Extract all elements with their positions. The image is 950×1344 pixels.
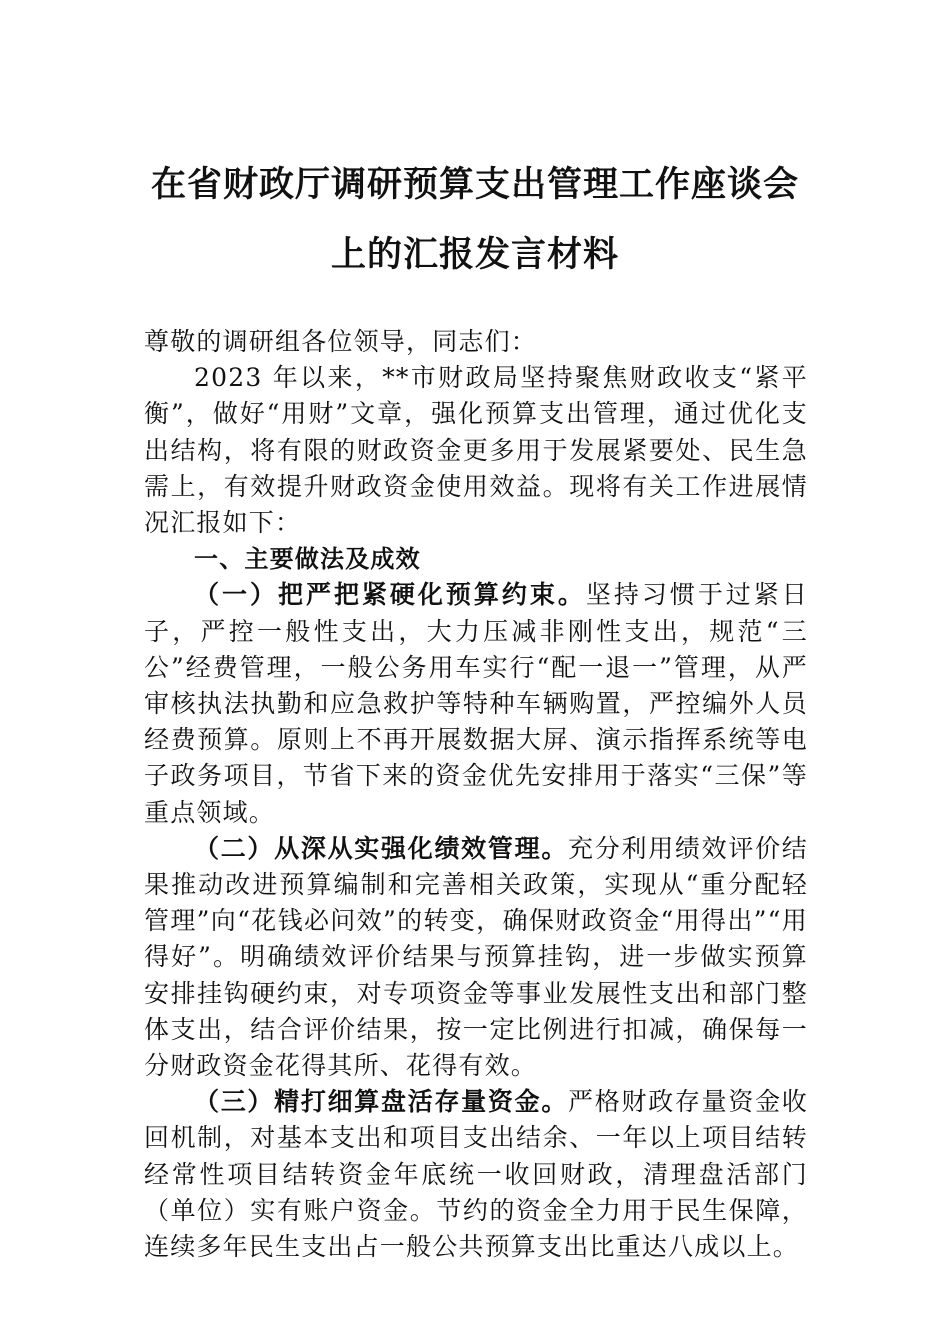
document-title-line1: 在省财政厅调研预算支出管理工作座谈会 (150, 165, 799, 205)
paragraph-text: 充分利用绩效评价结果推动改进预算编制和完善相关政策，实现从“重分配轻管理”向“花钱必问效”的转变，确保财政资金“用得出”“用得好”。明确绩效评价结果与预算挂钩，进一步做实预算安排挂钩硬约束，对专项资金等事业发展性支出和部门整体支出，结合评价结果，按一定比例进行扣减，确保每一分财政资金花得其所、花得有效。 (144, 833, 808, 1081)
salutation: 尊敬的调研组各位领导，同志们： (144, 327, 538, 356)
paragraph-lead: （三）精打细算盘活存量资金。 (194, 1087, 569, 1117)
document-title-line2: 上的汇报发言材料 (330, 235, 619, 275)
section-heading: 一、主要做法及成效 (194, 545, 421, 574)
paragraph-text: 坚持习惯于过紧日子，严控一般性支出，大力压减非刚性支出，规范“三公”经费管理，一般公务用车实行“配一退一”管理，从严审核执法执勤和应急救护等特种车辆购置，严控编外人员经费预算。原则上不再开展数据大屏、演示指挥系统等电子政务项目，节省下来的资金优先安排用于落实“三保”等重点领域。 (144, 580, 808, 827)
paragraph-item-3 (144, 1084, 808, 1265)
document-body (144, 324, 808, 1265)
paragraph-item-2 (144, 831, 808, 1084)
paragraph-item-1 (144, 577, 808, 830)
paragraph-lead: （一）把严把紧硬化预算约束。 (194, 580, 586, 610)
paragraph-lead: （二）从深从实强化绩效管理。 (194, 833, 569, 863)
paragraph-text: 严格财政存量资金收回机制，对基本支出和项目支出结余、一年以上项目结转经常性项目结转资金年底统一收回财政，清理盘活部门（单位）实有账户资金。节约的资金全力用于民生保障，连续多年民生支出占一般公共预算支出比重达八成以上。 (144, 1087, 808, 1262)
intro-paragraph: 2023 年以来，**市财政局坚持聚焦财政收支“紧平衡”，做好“用财”文章，强化预算支出管理，通过优化支出结构，将有限的财政资金更多用于发展紧要处、民生急需上，有效提升财政资金使用效益。现将有关工作进展情况汇报如下： (144, 363, 808, 538)
